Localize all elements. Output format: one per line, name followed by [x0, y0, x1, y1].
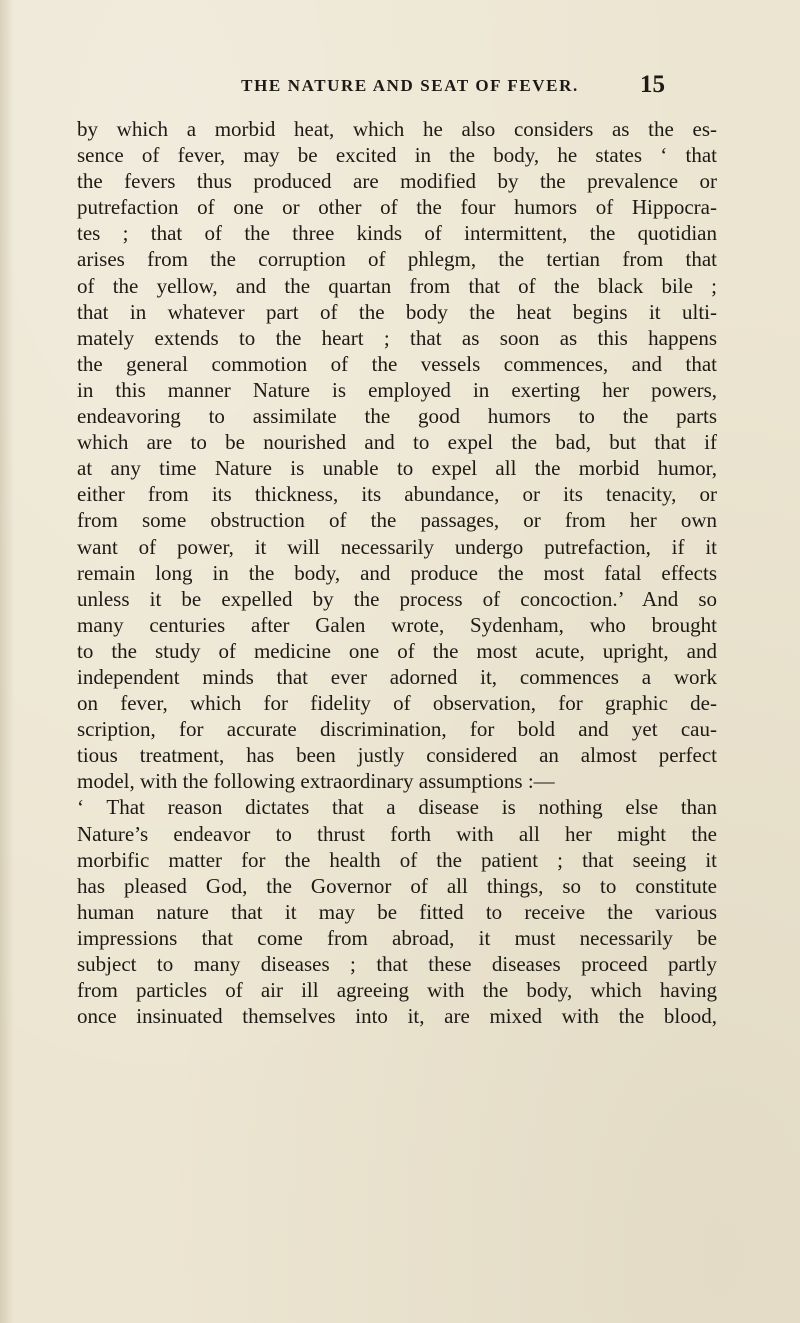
text-line: independent minds that ever adorned it, commences a work [77, 664, 717, 689]
text-line: that in whatever part of the body the heat begins it ulti- [77, 299, 717, 324]
text-line: human nature that it may be fitted to receive the various [77, 899, 717, 924]
text-line: at any time Nature is unable to expel all the morbid humor, [77, 456, 717, 481]
text-line: the fevers thus produced are modified by the prevalence or [77, 169, 717, 194]
text-line: scription, for accurate discrimination, for bold and yet cau- [77, 717, 717, 742]
text-line: many centuries after Galen wrote, Sydenham, who brought [77, 612, 717, 637]
text-line: either from its thickness, its abundance, or its tenacity, or [77, 482, 717, 507]
text-line: has pleased God, the Governor of all things, so to constitute [77, 873, 717, 898]
text-line: on fever, which for fidelity of observation, for graphic de- [77, 691, 717, 716]
text-line: the general commotion of the vessels commences, and that [77, 351, 717, 376]
text-line: which are to be nourished and to expel the bad, but that if [77, 430, 717, 455]
text-line: unless it be expelled by the process of concoction.’ And so [77, 586, 717, 611]
text-line: arises from the corruption of phlegm, the tertian from that [77, 247, 717, 272]
text-line: model, with the following extraordinary assumptions :— [77, 769, 555, 794]
text-line: tes ; that of the three kinds of intermittent, the quotidian [77, 221, 717, 246]
text-line: endeavoring to assimilate the good humors to the parts [77, 404, 717, 429]
text-line: ‘ That reason dictates that a disease is nothing else than [77, 795, 717, 820]
page-number: 15 [640, 71, 665, 98]
text-line: morbific matter for the health of the patient ; that seeing it [77, 847, 717, 872]
body-text [77, 116, 717, 1029]
text-line: putrefaction of one or other of the four humors of Hippocra- [77, 195, 717, 220]
text-line: sence of fever, may be excited in the body, he states ‘ that [77, 143, 717, 168]
text-line: by which a morbid heat, which he also considers as the es- [77, 117, 717, 141]
text-line: in this manner Nature is employed in exerting her powers, [77, 377, 717, 402]
text-line: to the study of medicine one of the most acute, upright, and [77, 638, 717, 663]
text-line: remain long in the body, and produce the most fatal effects [77, 560, 717, 585]
text-line: once insinuated themselves into it, are mixed with the blood, [77, 1004, 717, 1029]
text-line: subject to many diseases ; that these diseases proceed partly [77, 952, 717, 976]
text-line: impressions that come from abroad, it must necessarily be [77, 925, 717, 950]
page-edge-shadow [0, 0, 14, 1323]
text-line: from some obstruction of the passages, or from her own [77, 508, 717, 533]
text-line: Nature’s endeavor to thrust forth with all her might the [77, 821, 717, 846]
text-line: mately extends to the heart ; that as soon as this happens [77, 325, 717, 350]
text-line: want of power, it will necessarily undergo putrefaction, if it [77, 534, 717, 559]
text-line: of the yellow, and the quartan from that of the black bile ; [77, 273, 717, 298]
running-title: THE NATURE AND SEAT OF FEVER. [241, 76, 579, 95]
text-line: tious treatment, has been justly considered an almost perfect [77, 743, 717, 768]
text-line: from particles of air ill agreeing with the body, which having [77, 978, 717, 1003]
